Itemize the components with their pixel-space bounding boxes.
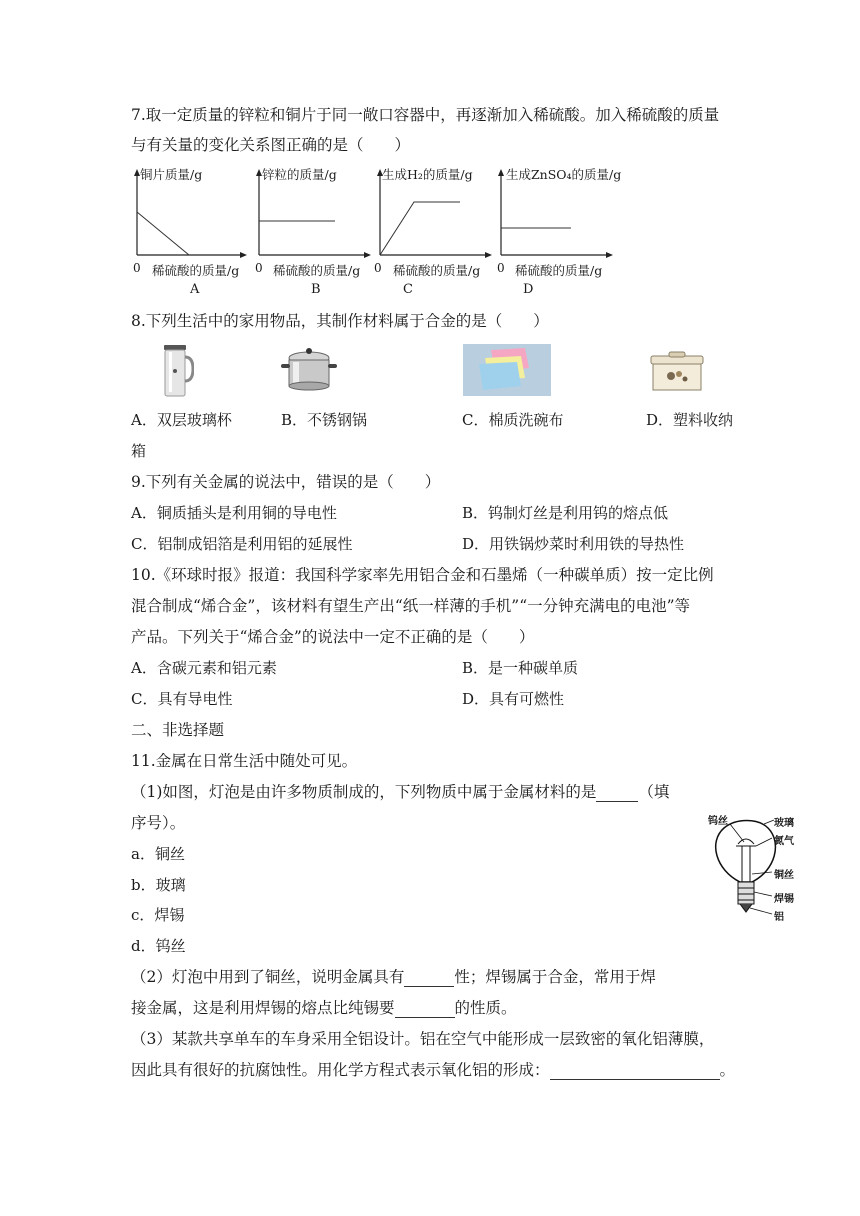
q8-option-c: C．棉质洗碗布 [462,411,564,429]
graph-c-letter: C [403,282,413,297]
graph-a-letter: A [190,282,200,297]
q8-option-d: D．塑料收纳 [646,411,734,429]
glass-cup-picture [160,343,194,399]
q11-stem: 11.金属在日常生活中随处可见。 [131,752,358,770]
q9-option-a: A．铜质插头是利用铜的导电性 [131,504,337,522]
answer-blank-3[interactable] [395,1001,455,1018]
q10-option-b: B．是一种碳单质 [462,659,579,677]
q10-option-c: C．具有导电性 [131,690,233,708]
graph-c-line [380,202,460,255]
graph-a [123,165,253,280]
q11-part1-text: （1)如图，灯泡是由许多物质制成的，下列物质中属于金属材料的是 [131,783,597,801]
q11-part3-text: 因此具有很好的抗腐蚀性。用化学方程式表示氧化铝的形成： [131,1061,550,1079]
q11-part1-line2: 序号）。 [131,814,186,832]
q11-option-b: b．玻璃 [131,876,186,894]
graph-a-origin: 0 [133,261,141,275]
graph-d-letter: D [523,282,534,297]
bulb-label-copper: 铜丝 [774,870,794,881]
q8-option-a: A．双层玻璃杯 [131,411,232,429]
q8-stem: 8.下列生活中的家用物品，其制作材料属于合金的是（ ） [131,312,549,330]
q11-part2-text-d: 的性质。 [454,999,517,1017]
q7-stem-line1: 7.取一定质量的锌粒和铜片于同一敞口容器中，再逐渐加入稀硫酸。加入稀硫酸的质量 [131,106,720,124]
q9-option-d: D．用铁锅炒菜时利用铁的导热性 [462,535,685,553]
answer-blank-4[interactable] [550,1063,720,1080]
q10-stem-line1: 10.《环球时报》报道：我国科学家率先用铝合金和石墨烯（一种碳单质）按一定比例 [131,566,714,584]
q11-option-d: d．钨丝 [131,937,186,955]
graph-c-origin: 0 [374,261,382,275]
q11-option-c: c．焊锡 [131,906,185,924]
q11-part2-line1 [131,967,656,987]
q10-stem-line2: 混合制成“烯合金”，该材料有望生产出“纸一样薄的手机”“一分钟充满电的电池”等 [131,597,691,615]
steel-pot-picture [279,344,339,396]
q11-part1-line1 [131,782,669,802]
q8-option-b: B．不锈钢锅 [281,411,368,429]
q11-part1-fill-hint: （填 [638,783,670,801]
q11-part2-text-a: （2）灯泡中用到了铜丝，说明金属具有 [131,968,405,986]
graph-b-xlabel: 稀硫酸的质量/g [273,263,361,278]
q9-option-b: B．钨制灯丝是利用钨的熔点低 [462,504,669,522]
bulb-label-glass: 玻璃 [774,818,794,829]
light-bulb-diagram [700,812,810,923]
q7-stem-line2: 与有关量的变化关系图正确的是（ ） [131,136,411,154]
bulb-label-aluminum: 铝 [774,912,784,923]
q8-option-d-wrap: 箱 [131,442,147,460]
graph-b [247,165,377,280]
q11-part3-end: 。 [719,1061,736,1079]
graph-d-ylabel: 生成ZnSO₄的质量/g [506,167,622,182]
cotton-cloth-picture [463,344,551,396]
answer-blank-2[interactable] [404,970,454,987]
bulb-label-tungsten: 钨丝 [708,816,728,827]
q11-part2-text-c: 接金属，这是利用焊锡的熔点比纯锡要 [131,999,395,1017]
q11-part3-line1: （3）某款共享单车的车身采用全铝设计。铝在空气中能形成一层致密的氧化铝薄膜， [131,1030,715,1048]
q10-option-d: D．具有可燃性 [462,690,565,708]
bulb-label-nitrogen: 氮气 [774,836,794,847]
storage-box-picture [649,350,705,392]
answer-blank-1[interactable] [596,785,638,802]
graph-c [368,165,498,280]
q11-part3-line2 [131,1060,735,1080]
q11-option-a: a．铜丝 [131,845,185,863]
graph-d-xlabel: 稀硫酸的质量/g [515,263,603,278]
graph-a-ylabel: 铜片质量/g [140,167,203,182]
section-heading: 二、非选择题 [131,721,225,739]
graph-a-line [137,212,189,255]
q10-stem-line3: 产品。下列关于“烯合金”的说法中一定不正确的是（ ） [131,628,535,646]
graph-b-origin: 0 [255,261,263,275]
graph-d [489,165,622,280]
q9-option-c: C．铝制成铝箔是利用铝的延展性 [131,535,353,553]
graph-c-ylabel: 生成H₂的质量/g [382,167,473,182]
q10-option-a: A．含碳元素和铝元素 [131,659,277,677]
graph-b-ylabel: 锌粒的质量/g [262,167,337,182]
graph-c-xlabel: 稀硫酸的质量/g [393,263,481,278]
graph-b-letter: B [311,282,321,297]
graph-d-origin: 0 [497,261,505,275]
q11-part2-line2 [131,998,517,1018]
bulb-label-solder: 焊锡 [774,894,794,905]
graph-a-xlabel: 稀硫酸的质量/g [152,263,240,278]
q9-stem: 9.下列有关金属的说法中，错误的是（ ） [131,473,441,491]
q11-part2-text-b: 性；焊锡属于合金，常用于焊 [454,968,656,986]
